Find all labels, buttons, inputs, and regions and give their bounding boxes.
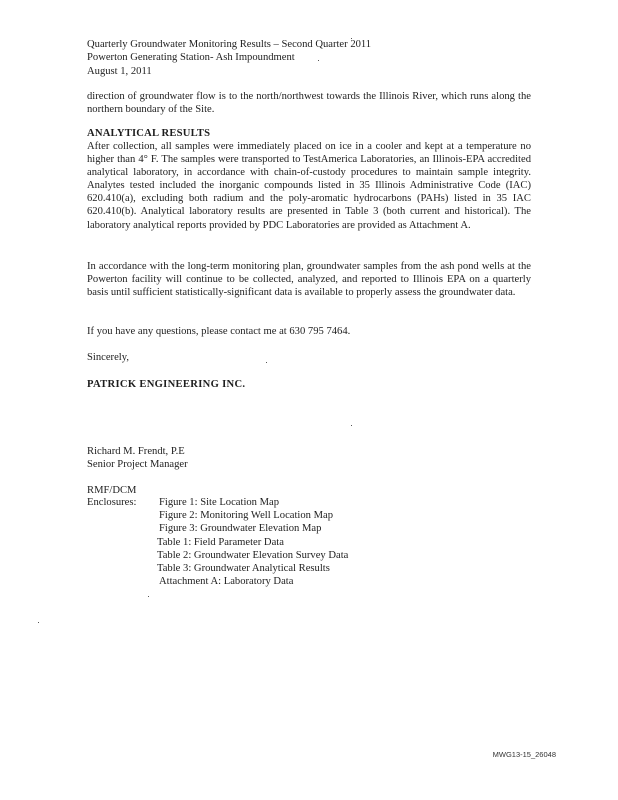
enclosure-item: Table 3: Groundwater Analytical Results	[157, 562, 330, 574]
signer-title: Senior Project Manager	[87, 459, 188, 470]
document-id: MWG13-15_26048	[492, 750, 556, 759]
enclosure-item: Attachment A: Laboratory Data	[159, 576, 294, 588]
scan-speck	[351, 425, 352, 426]
enclosures-label: Enclosures:	[87, 497, 137, 508]
header-date: August 1, 2011	[87, 65, 152, 77]
contact-line: If you have any questions, please contact me at 630 795 7464.	[87, 326, 351, 337]
enclosure-item: Figure 1: Site Location Map	[159, 497, 280, 508]
header-report-title: Quarterly Groundwater Monitoring Results – Second Quarter 2011	[87, 39, 372, 50]
enclosure-item: Table 2: Groundwater Elevation Survey Data	[157, 549, 349, 561]
company-name: PATRICK ENGINEERING INC.	[87, 379, 246, 390]
scan-speck	[351, 38, 352, 39]
initials: RMF/DCM	[87, 485, 137, 496]
analytical-results-heading: ANALYTICAL RESULTS	[87, 128, 211, 139]
enclosure-item: Figure 3: Groundwater Elevation Map	[159, 523, 322, 535]
signer-name: Richard M. Frendt, P.E	[87, 446, 185, 457]
scan-speck	[318, 60, 319, 61]
enclosures-list	[157, 496, 348, 588]
scan-speck	[266, 362, 267, 363]
intro-paragraph: direction of groundwater flow is to the north/northwest towards the Illinois River, which runs along the northern boundary of the Site.	[87, 91, 531, 116]
monitoring-plan-paragraph: In accordance with the long-term monitoring plan, groundwater samples from the ash pond wells at the Powerton facility will continue to be collected, analyzed, and reported to Illinois EPA on a quarterly basis until sufficient statistically-significant data is available to properly assess the groundwater data.	[87, 261, 531, 299]
header-facility: Powerton Generating Station- Ash Impoundment	[87, 52, 295, 64]
scan-speck	[148, 596, 149, 597]
enclosure-item: Table 1: Field Parameter Data	[157, 536, 284, 548]
scan-speck	[38, 622, 39, 623]
letter-header	[87, 38, 527, 78]
enclosure-item: Figure 2: Monitoring Well Location Map	[159, 510, 334, 522]
analytical-results-paragraph: After collection, all samples were immediately placed on ice in a cooler and kept at a temperature no higher than 4° F. The samples were transported to TestAmerica Laboratories, an Illinois-EPA accredited analytical laboratory, in accordance with chain-of-custody procedures to maintain sample integrity. Analytes tested included the inorganic compounds listed in 35 Illinois Administrative Code (IAC) 620.410(a), excluding both radium and the poly-aromatic hydrocarbons (PAHs) listed in 35 IAC 620.410(b). Analytical laboratory results are presented in Table 3 (both current and historical). The laboratory analytical reports provided by PDC Laboratories are provided as Attachment A.	[87, 141, 531, 231]
closing-salutation: Sincerely,	[87, 352, 129, 363]
